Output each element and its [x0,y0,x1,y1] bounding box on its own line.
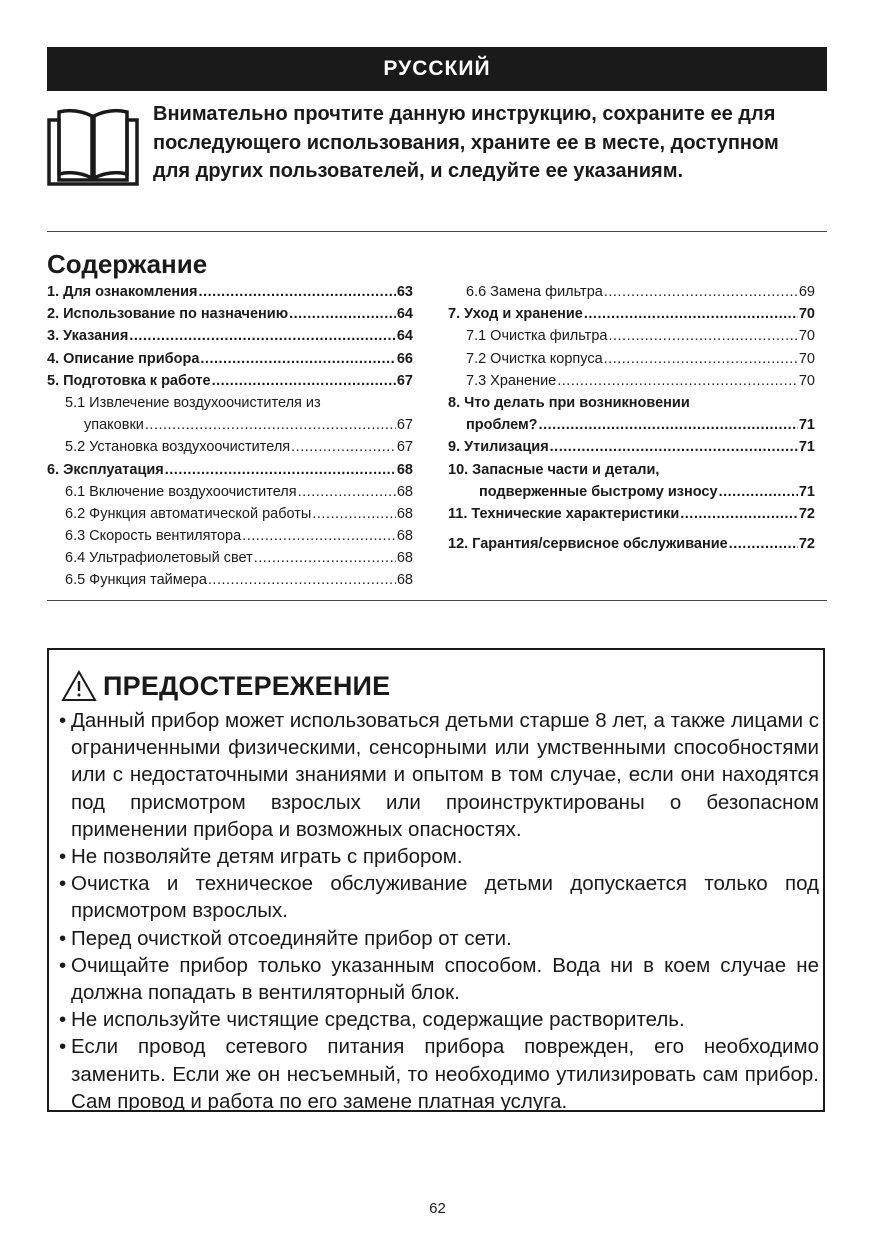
page-number: 62 [429,1200,446,1217]
toc-item[interactable]: 6.5 Функция таймера ..... 68 [47,569,413,591]
warning-item: • Данный прибор может использоваться детьми старше 8 лет, а также лицами с ограниченными физическими, сенсорными или умственными способностями или с недостаточными знаниями и опытом в том случае, если они находятся под присмотром взрослых или проинструктированы о безопасном применении прибора и возможных опасностях. [59,709,819,841]
warning-list [59,707,819,1115]
toc-item[interactable]: 5.2 Установка воздухоочистителя ..... 67 [47,436,413,458]
toc-item[interactable]: 6. Эксплуатация ..... 68 [47,459,413,481]
warning-item: • Не позволяйте детям играть с прибором. [59,845,463,869]
toc-item[interactable]: 4. Описание прибора ..... 66 [47,348,413,370]
toc-item[interactable]: 1. Для ознакомления ..... 63 [47,281,413,303]
warning-triangle-icon [61,670,97,702]
toc-item[interactable]: 9. Утилизация ..... 71 [448,436,815,458]
language-header: РУССКИЙ [47,47,827,91]
divider-top [47,231,827,232]
toc-item[interactable]: 7.2 Очистка корпуса ..... 70 [448,348,815,370]
toc-item[interactable]: 6.4 Ультрафиолетовый свет ..... 68 [47,547,413,569]
toc-item[interactable]: 3. Указания ..... 64 [47,325,413,347]
toc-item[interactable]: 2. Использование по назначению ..... 64 [47,303,413,325]
warning-item: • Не используйте чистящие средства, содержащие растворитель. [59,1008,685,1032]
toc-item[interactable]: 7.1 Очистка фильтра ..... 70 [448,325,815,347]
warning-item: • Очистка и техническое обслуживание детьми допускается только под присмотром взрослых. [59,872,819,923]
toc-item[interactable]: 6.3 Скорость вентилятора ..... 68 [47,525,413,547]
toc-item[interactable]: 7. Уход и хранение ..... 70 [448,303,815,325]
toc-left-column [47,281,413,592]
warning-title: ПРЕДОСТЕРЕЖЕНИЕ [103,670,391,701]
toc-item-continued[interactable]: упаковки ..... 67 [47,414,413,436]
toc-item[interactable]: 8. Что делать при возникновении [448,394,690,411]
warning-item: • Очищайте прибор только указанным способом. Вода ни в коем случае не должна попадать в вентиляторный блок. [59,953,819,1005]
toc-item[interactable]: 6.2 Функция автоматической работы ..... 68 [47,503,413,525]
warning-header [61,666,390,706]
book-icon [45,106,141,186]
intro-text: Внимательно прочтите данную инструкцию, сохраните ее для последующего использования, храните ее в месте, доступном для других пользователей, и следуйте ее указаниям. [153,103,779,182]
toc-item[interactable]: 5.1 Извлечение воздухоочистителя из [65,394,321,411]
toc-item-continued[interactable]: подверженные быстрому износу ..... 71 [448,481,815,503]
warning-item: • Перед очисткой отсоединяйте прибор от сети. [59,926,512,950]
toc-item-continued[interactable]: проблем? ..... 71 [448,414,815,436]
toc-item[interactable]: 12. Гарантия/сервисное обслуживание ..... 72 [448,533,815,555]
toc-item[interactable]: 6.1 Включение воздухоочистителя ..... 68 [47,481,413,503]
toc-item[interactable]: 11. Технические характеристики ..... 72 [448,503,815,525]
toc-item[interactable]: 5. Подготовка к работе ..... 67 [47,370,413,392]
toc-right-column [448,281,815,555]
divider-bottom [47,600,827,601]
toc-item[interactable]: 6.6 Замена фильтра ..... 69 [448,281,815,303]
warning-box [47,648,825,1112]
toc-item[interactable]: 7.3 Хранение ..... 70 [448,370,815,392]
toc-item[interactable]: 10. Запасные части и детали, [448,461,660,478]
warning-item: • Если провод сетевого питания прибора поврежден, его необходимо заменить. Если же он несъемный, то необходимо утилизировать сам прибор. Сам провод и работа по его замене платная услуга. [59,1035,819,1113]
toc-title: Содержание [47,249,208,279]
